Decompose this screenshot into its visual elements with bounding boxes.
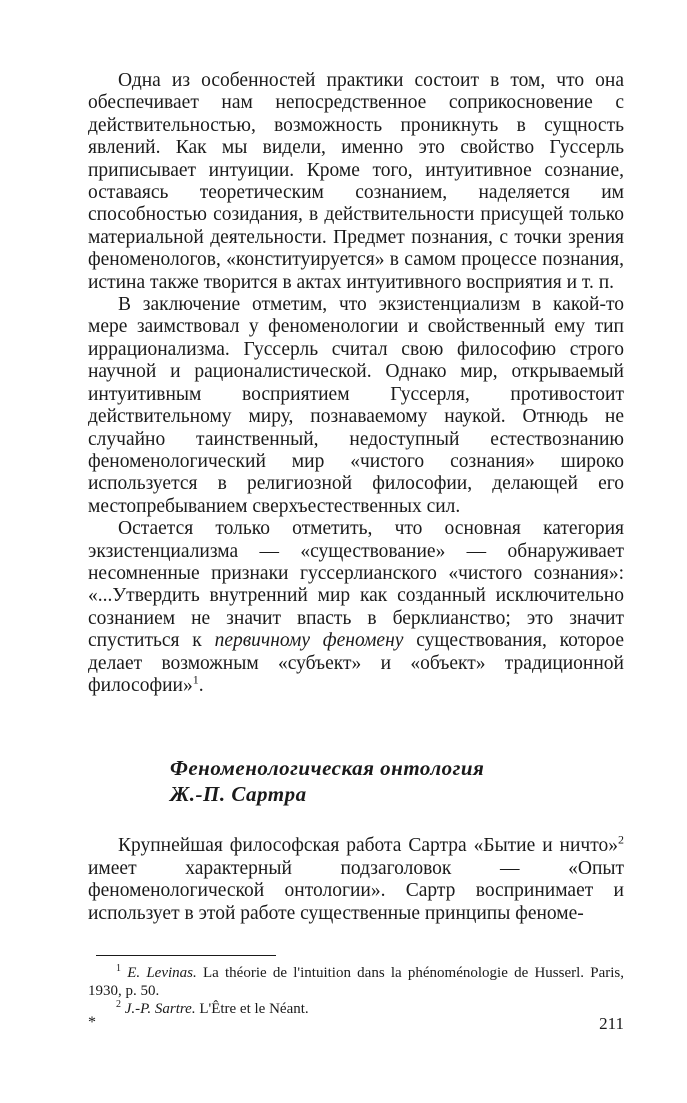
paragraph-4-text-end: имеет характерный подзаголовок — «Опыт феноменологической онтологии». Сартр воспринимает и использует в этой работе существенные принципы феноме- <box>88 857 624 924</box>
footnote-1-text: La théorie de l'intuition dans la phénoménologie de Husserl. Paris, 1930, p. 50. <box>88 965 625 999</box>
section-heading-line-2: Ж.-П. Сартра <box>170 782 307 807</box>
paragraph-3 <box>88 518 624 697</box>
footnote-1 <box>88 964 624 1000</box>
footnote-1-number: 1 <box>116 963 121 974</box>
paragraph-3-italic: первичному феномену <box>214 630 404 652</box>
section-heading-line-1: Феноменологическая онтология <box>170 756 485 781</box>
footnote-2-number: 2 <box>116 999 121 1010</box>
paragraph-1: Одна из особенностей практики состоит в том, что она обеспечивает нам непосредственное соприкосновение с действительностью, возможность проникнуть в сущность явлений. Как мы видели, именно это свойство Гуссерль приписывает интуиции. Кроме того, интуитивное сознание, оставаясь теоретическим сознанием, наделяется им способностью созидания, в действительности присущей только материальной деятельности. Предмет познания, с точки зрения феноменологов, «конституируется» в самом процессе познания, истина также творится в актах интуитивного восприятия и т. п. <box>88 70 624 293</box>
paragraph-2: В заключение отметим, что экзистенциализм в какой-то мере заимствовал у феноменологии и свойственный ему тип иррационализма. Гуссерль считал свою философию строго научной и рационалистической. Однако мир, открываемый интуитивным восприятием Гуссерля, противостоит действительному миру, познаваемому наукой. Отнюдь не случайно таинственный, недоступный естествознанию феноменологический мир «чистого сознания» широко используется в религиозной философии, делающей его местопребыванием сверхъестественных сил. <box>88 294 624 517</box>
footnote-2 <box>88 1000 624 1018</box>
paragraph-4 <box>88 832 624 925</box>
page-number: 211 <box>599 1014 624 1033</box>
footnote-ref-1: 1 <box>192 672 199 687</box>
section-heading <box>170 755 624 807</box>
paragraph-3-text-end: существования, которое делает возможным «субъект» и «объект» традиционной философии» <box>88 630 625 696</box>
footnotes <box>88 964 624 1018</box>
paragraph-3-text: Остается только отметить, что основная категория экзистенциализма — «существование» — обнаруживает несомненные признаки гуссерлианского «чистого сознания»: «...Утвердить внутренний мир как созданный исключительно сознанием не значит впасть в берклианство; это значит спуститься к <box>88 518 624 652</box>
footnote-ref-2: 2 <box>618 832 624 847</box>
paragraph-4-text: Крупнейшая философская работа Сартра «Бытие и ничто» <box>118 835 618 857</box>
signature-mark: * <box>88 1014 96 1031</box>
footnote-2-author: J.-P. Sartre. <box>124 1001 196 1017</box>
footnote-1-author: E. Levinas. <box>127 965 197 981</box>
footnote-2-text: L'Être et le Néant. <box>195 1001 309 1017</box>
paragraph-3-period: . <box>198 674 204 696</box>
page-body <box>88 70 624 1018</box>
footnote-divider <box>96 955 276 956</box>
